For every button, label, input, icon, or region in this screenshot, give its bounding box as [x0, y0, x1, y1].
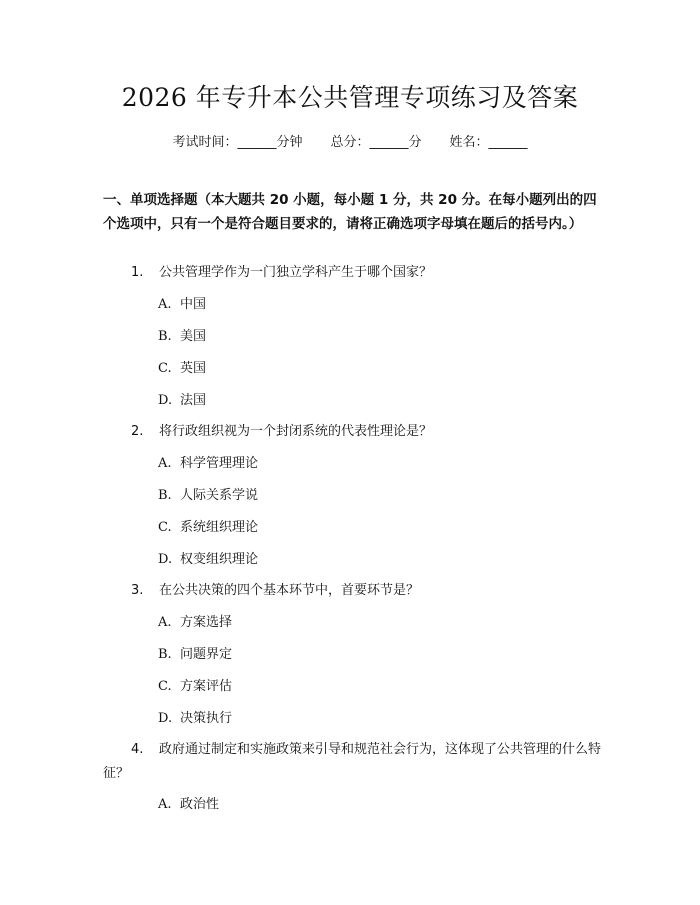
exam-time-field: 考试时间：______分钟: [172, 135, 303, 150]
option-text: 科学管理理论: [180, 456, 259, 471]
option-letter: A.: [158, 297, 172, 312]
question-number: 4.: [131, 742, 144, 757]
option-3d: [158, 709, 232, 729]
option-letter: B.: [158, 647, 172, 662]
question-text: 公共管理学作为一门独立学科产生于哪个国家？: [159, 265, 433, 280]
total-score-field: 总分：______分: [330, 135, 422, 150]
option-letter: D.: [158, 393, 173, 408]
question-1: [131, 261, 432, 285]
option-text: 权变组织理论: [180, 552, 259, 567]
question-number: 1.: [131, 265, 144, 280]
option-letter: C.: [158, 361, 172, 376]
question-text: 政府通过制定和实施政策来引导和规范社会行为，这体现了公共管理的什么特征？: [103, 742, 602, 781]
option-1d: [158, 391, 206, 411]
option-text: 人际关系学说: [180, 488, 259, 503]
option-1b: [158, 327, 206, 347]
option-letter: D.: [158, 711, 173, 726]
option-2c: [158, 518, 258, 538]
option-1a: [158, 295, 206, 315]
option-2a: [158, 454, 258, 474]
option-text: 政治性: [180, 797, 220, 812]
student-name-field: 姓名：______: [449, 135, 528, 150]
option-letter: C.: [158, 679, 172, 694]
option-text: 决策执行: [180, 711, 233, 726]
question-4: [103, 738, 603, 786]
option-2d: [158, 550, 258, 570]
option-3a: [158, 613, 232, 633]
document-title: 2026 年专升本公共管理专项练习及答案: [121, 83, 579, 112]
question-2: [131, 420, 432, 444]
question-number: 2.: [131, 424, 144, 439]
option-text: 系统组织理论: [180, 520, 259, 535]
option-3c: [158, 677, 232, 697]
option-text: 中国: [180, 297, 207, 312]
option-letter: B.: [158, 488, 172, 503]
option-text: 方案选择: [180, 615, 233, 630]
section-heading: 一、单项选择题（本大题共 20 小题，每小题 1 分，共 20 分。在每小题列出的四个选项中，只有一个是符合题目要求的，请将正确选项字母填在题后的括号内。）: [103, 192, 597, 232]
question-number: 3.: [131, 583, 144, 598]
option-3b: [158, 645, 232, 665]
option-letter: A.: [158, 615, 172, 630]
option-letter: D.: [158, 552, 173, 567]
option-2b: [158, 486, 258, 506]
option-text: 英国: [180, 361, 207, 376]
option-text: 问题界定: [180, 647, 233, 662]
option-1c: [158, 359, 206, 379]
question-text: 在公共决策的四个基本环节中，首要环节是？: [159, 583, 420, 598]
option-letter: A.: [158, 797, 172, 812]
option-text: 法国: [180, 393, 207, 408]
option-letter: C.: [158, 520, 172, 535]
exam-meta-line: [0, 131, 700, 150]
option-text: 方案评估: [180, 679, 233, 694]
option-letter: B.: [158, 329, 172, 344]
question-text: 将行政组织视为一个封闭系统的代表性理论是？: [159, 424, 433, 439]
option-letter: A.: [158, 456, 172, 471]
question-3: [131, 579, 419, 603]
option-text: 美国: [180, 329, 207, 344]
option-4a: [158, 795, 219, 815]
